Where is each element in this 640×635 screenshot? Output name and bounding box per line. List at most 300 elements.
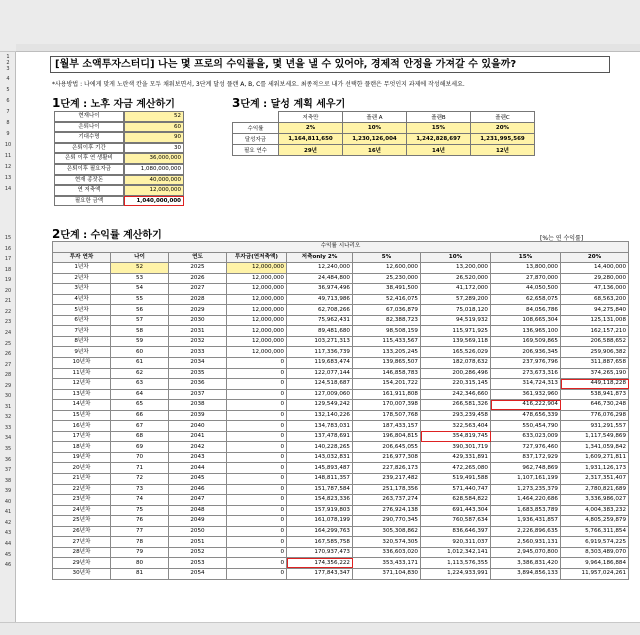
table-cell[interactable]: 20년차 <box>53 463 111 474</box>
table-cell[interactable]: 12,000,000 <box>227 336 287 347</box>
table-cell[interactable]: 24,484,800 <box>287 273 353 284</box>
table-cell[interactable]: 94,275,840 <box>561 305 629 316</box>
table-cell[interactable]: 4,805,259,879 <box>561 516 629 527</box>
table-cell[interactable]: 336,603,020 <box>353 547 421 558</box>
row-number[interactable]: 2 <box>6 60 10 66</box>
row-number[interactable]: 10 <box>4 142 12 148</box>
table-cell[interactable]: 0 <box>227 452 287 463</box>
step3-rate-savings[interactable]: 2% <box>279 123 343 134</box>
table-cell[interactable]: 416,222,904 <box>491 400 561 411</box>
table-cell[interactable]: 206,645,055 <box>353 442 421 453</box>
table-cell[interactable]: 10년차 <box>53 358 111 369</box>
table-cell[interactable]: 259,906,382 <box>561 347 629 358</box>
table-cell[interactable]: 2038 <box>169 400 227 411</box>
table-cell[interactable]: 0 <box>227 463 287 474</box>
table-cell[interactable]: 220,315,145 <box>421 379 491 390</box>
table-cell[interactable]: 177,843,347 <box>287 568 353 579</box>
table-cell[interactable]: 251,178,356 <box>353 484 421 495</box>
table-cell[interactable]: 1년차 <box>53 263 111 274</box>
table-cell[interactable]: 28년차 <box>53 547 111 558</box>
step3-years-plan-c[interactable]: 12년 <box>471 145 535 156</box>
table-cell[interactable]: 2050 <box>169 526 227 537</box>
table-cell[interactable]: 227,826,173 <box>353 463 421 474</box>
step3-rate-plan-c[interactable]: 20% <box>471 123 535 134</box>
row-number[interactable]: 28 <box>4 372 12 379</box>
table-cell[interactable]: 1,273,235,379 <box>491 484 561 495</box>
table-cell[interactable]: 59 <box>111 336 169 347</box>
table-cell[interactable]: 0 <box>227 431 287 442</box>
step1-value[interactable]: 40,000,000 <box>124 175 184 186</box>
table-cell[interactable]: 38,491,500 <box>353 284 421 295</box>
table-cell[interactable]: 2051 <box>169 537 227 548</box>
table-cell[interactable]: 371,104,830 <box>353 568 421 579</box>
row-number[interactable]: 35 <box>4 446 12 452</box>
table-cell[interactable]: 2037 <box>169 389 227 400</box>
table-cell[interactable]: 1,683,853,789 <box>491 505 561 516</box>
table-cell[interactable]: 2,317,351,407 <box>561 474 629 485</box>
table-cell[interactable]: 62,708,266 <box>287 305 353 316</box>
table-cell[interactable]: 837,172,929 <box>491 452 561 463</box>
step1-value[interactable]: 30 <box>124 143 184 154</box>
row-number[interactable]: 4 <box>6 76 10 82</box>
row-number[interactable]: 17 <box>4 256 12 263</box>
table-cell[interactable]: 84,056,786 <box>491 305 561 316</box>
table-cell[interactable]: 134,783,031 <box>287 421 353 432</box>
table-cell[interactable]: 0 <box>227 505 287 516</box>
table-cell[interactable]: 145,893,487 <box>287 463 353 474</box>
table-cell[interactable]: 148,811,357 <box>287 474 353 485</box>
row-number[interactable]: 14 <box>4 186 12 192</box>
table-cell[interactable]: 68 <box>111 431 169 442</box>
table-cell[interactable]: 117,336,739 <box>287 347 353 358</box>
table-cell[interactable]: 216,977,308 <box>353 452 421 463</box>
table-cell[interactable]: 361,932,960 <box>491 389 561 400</box>
step1-value[interactable]: 90 <box>124 132 184 143</box>
table-cell[interactable]: 0 <box>227 368 287 379</box>
table-cell[interactable]: 61 <box>111 358 169 369</box>
table-cell[interactable]: 26,520,000 <box>421 273 491 284</box>
table-cell[interactable]: 2039 <box>169 410 227 421</box>
table-cell[interactable]: 2041 <box>169 431 227 442</box>
row-number[interactable]: 46 <box>4 562 12 569</box>
row-number[interactable]: 25 <box>4 340 12 347</box>
table-cell[interactable]: 374,265,190 <box>561 368 629 379</box>
table-cell[interactable]: 3,894,856,133 <box>491 568 561 579</box>
row-number[interactable]: 21 <box>4 298 12 305</box>
table-cell[interactable]: 305,308,862 <box>353 526 421 537</box>
table-cell[interactable]: 0 <box>227 526 287 537</box>
row-number[interactable]: 37 <box>4 467 12 474</box>
table-cell[interactable]: 0 <box>227 516 287 527</box>
row-number[interactable]: 23 <box>4 319 12 326</box>
table-cell[interactable]: 9년차 <box>53 347 111 358</box>
table-cell[interactable]: 29년차 <box>53 558 111 569</box>
table-cell[interactable]: 776,076,298 <box>561 410 629 421</box>
table-cell[interactable]: 633,023,009 <box>491 431 561 442</box>
table-cell[interactable]: 0 <box>227 547 287 558</box>
required-amount-cell[interactable]: 1,040,000,000 <box>124 196 184 207</box>
table-cell[interactable]: 8,303,489,070 <box>561 547 629 558</box>
table-cell[interactable]: 0 <box>227 558 287 569</box>
table-cell[interactable]: 0 <box>227 484 287 495</box>
table-cell[interactable]: 13,800,000 <box>491 263 561 274</box>
table-cell[interactable]: 12,000,000 <box>227 284 287 295</box>
table-cell[interactable]: 2027 <box>169 284 227 295</box>
table-cell[interactable]: 2년차 <box>53 273 111 284</box>
table-cell[interactable]: 73 <box>111 484 169 495</box>
row-number[interactable]: 20 <box>4 287 12 294</box>
row-number[interactable]: 27 <box>4 361 12 368</box>
table-cell[interactable]: 2036 <box>169 379 227 390</box>
row-number[interactable]: 36 <box>4 456 12 463</box>
table-cell[interactable]: 0 <box>227 400 287 411</box>
table-cell[interactable]: 0 <box>227 389 287 400</box>
table-cell[interactable]: 25년차 <box>53 516 111 527</box>
table-cell[interactable]: 0 <box>227 410 287 421</box>
table-cell[interactable]: 143,032,831 <box>287 452 353 463</box>
table-cell[interactable]: 4,004,383,232 <box>561 505 629 516</box>
table-cell[interactable]: 449,118,228 <box>561 379 629 390</box>
table-cell[interactable]: 12,000,000 <box>227 347 287 358</box>
table-cell[interactable]: 66 <box>111 410 169 421</box>
table-cell[interactable]: 58 <box>111 326 169 337</box>
table-cell[interactable]: 27년차 <box>53 537 111 548</box>
table-cell[interactable]: 63 <box>111 379 169 390</box>
row-number[interactable]: 45 <box>4 551 12 558</box>
row-number[interactable]: 8 <box>6 120 10 126</box>
table-cell[interactable]: 538,941,873 <box>561 389 629 400</box>
table-cell[interactable]: 571,440,747 <box>421 484 491 495</box>
table-cell[interactable]: 8년차 <box>53 336 111 347</box>
step1-value[interactable]: 60 <box>124 122 184 133</box>
table-cell[interactable]: 161,911,808 <box>353 389 421 400</box>
table-cell[interactable]: 266,581,326 <box>421 400 491 411</box>
table-cell[interactable]: 103,271,313 <box>287 336 353 347</box>
table-cell[interactable]: 320,574,305 <box>353 537 421 548</box>
row-number[interactable]: 30 <box>4 393 12 400</box>
table-cell[interactable]: 12년차 <box>53 379 111 390</box>
table-cell[interactable]: 2025 <box>169 263 227 274</box>
table-cell[interactable]: 187,433,157 <box>353 421 421 432</box>
row-number[interactable]: 29 <box>4 382 12 389</box>
table-cell[interactable]: 2043 <box>169 452 227 463</box>
table-cell[interactable]: 56 <box>111 305 169 316</box>
table-cell[interactable]: 54 <box>111 284 169 295</box>
step1-value[interactable]: 12,000,000 <box>124 185 184 196</box>
table-cell[interactable]: 0 <box>227 568 287 579</box>
table-cell[interactable]: 2040 <box>169 421 227 432</box>
table-cell[interactable]: 53 <box>111 273 169 284</box>
row-number[interactable]: 1 <box>6 54 10 60</box>
table-cell[interactable]: 140,228,265 <box>287 442 353 453</box>
table-cell[interactable]: 11,957,024,261 <box>561 568 629 579</box>
table-cell[interactable]: 12,000,000 <box>227 326 287 337</box>
table-cell[interactable]: 62,658,075 <box>491 294 561 305</box>
table-cell[interactable]: 1,341,059,842 <box>561 442 629 453</box>
table-cell[interactable]: 353,433,171 <box>353 558 421 569</box>
step3-amount-plan-c[interactable]: 1,231,995,569 <box>471 134 535 145</box>
table-cell[interactable]: 136,965,100 <box>491 326 561 337</box>
table-cell[interactable]: 75 <box>111 505 169 516</box>
table-cell[interactable]: 19년차 <box>53 452 111 463</box>
table-cell[interactable]: 16년차 <box>53 421 111 432</box>
table-cell[interactable]: 1,936,431,857 <box>491 516 561 527</box>
table-cell[interactable]: 206,936,345 <box>491 347 561 358</box>
table-cell[interactable]: 239,217,482 <box>353 474 421 485</box>
table-cell[interactable]: 0 <box>227 495 287 506</box>
table-cell[interactable]: 170,007,398 <box>353 400 421 411</box>
row-number[interactable]: 6 <box>6 98 10 104</box>
table-cell[interactable]: 429,331,891 <box>421 452 491 463</box>
table-cell[interactable]: 133,205,245 <box>353 347 421 358</box>
table-cell[interactable]: 931,291,557 <box>561 421 629 432</box>
table-cell[interactable]: 52,416,075 <box>353 294 421 305</box>
table-cell[interactable]: 14,400,000 <box>561 263 629 274</box>
row-number[interactable]: 42 <box>4 519 12 526</box>
table-cell[interactable]: 6년차 <box>53 315 111 326</box>
table-cell[interactable]: 691,443,304 <box>421 505 491 516</box>
table-cell[interactable]: 2054 <box>169 568 227 579</box>
step3-amount-plan-b[interactable]: 1,242,828,697 <box>407 134 471 145</box>
table-cell[interactable]: 2045 <box>169 474 227 485</box>
step1-value[interactable]: 36,000,000 <box>124 153 184 164</box>
row-number[interactable]: 34 <box>4 435 12 442</box>
step1-value[interactable]: 1,080,000,000 <box>124 164 184 175</box>
row-number[interactable]: 13 <box>4 175 12 181</box>
table-cell[interactable]: 12,000,000 <box>227 263 287 274</box>
step3-years-plan-a[interactable]: 16년 <box>343 145 407 156</box>
table-cell[interactable]: 12,000,000 <box>227 273 287 284</box>
table-cell[interactable]: 76 <box>111 516 169 527</box>
table-cell[interactable]: 2,780,821,689 <box>561 484 629 495</box>
table-cell[interactable]: 65 <box>111 400 169 411</box>
table-cell[interactable]: 760,587,634 <box>421 516 491 527</box>
table-cell[interactable]: 3,386,831,420 <box>491 558 561 569</box>
table-cell[interactable]: 124,518,687 <box>287 379 353 390</box>
table-cell[interactable]: 139,569,118 <box>421 336 491 347</box>
table-cell[interactable]: 75,018,120 <box>421 305 491 316</box>
table-cell[interactable]: 2033 <box>169 347 227 358</box>
row-number[interactable]: 41 <box>4 509 12 516</box>
table-cell[interactable]: 1,609,271,811 <box>561 452 629 463</box>
table-cell[interactable]: 0 <box>227 421 287 432</box>
table-cell[interactable]: 75,962,431 <box>287 315 353 326</box>
table-cell[interactable]: 1,224,933,991 <box>421 568 491 579</box>
table-cell[interactable]: 2030 <box>169 315 227 326</box>
row-number[interactable]: 43 <box>4 530 12 537</box>
table-cell[interactable]: 71 <box>111 463 169 474</box>
row-number[interactable]: 7 <box>6 109 10 115</box>
table-cell[interactable]: 1,107,161,199 <box>491 474 561 485</box>
table-cell[interactable]: 170,937,473 <box>287 547 353 558</box>
table-cell[interactable]: 1,113,576,355 <box>421 558 491 569</box>
row-number[interactable]: 26 <box>4 351 12 358</box>
table-cell[interactable]: 4년차 <box>53 294 111 305</box>
table-cell[interactable]: 72 <box>111 474 169 485</box>
table-cell[interactable]: 80 <box>111 558 169 569</box>
row-number[interactable]: 32 <box>4 414 12 421</box>
table-cell[interactable]: 47,136,000 <box>561 284 629 295</box>
table-cell[interactable]: 154,201,722 <box>353 379 421 390</box>
table-cell[interactable]: 129,549,242 <box>287 400 353 411</box>
table-cell[interactable]: 79 <box>111 547 169 558</box>
table-cell[interactable]: 242,346,660 <box>421 389 491 400</box>
table-cell[interactable]: 322,563,404 <box>421 421 491 432</box>
table-cell[interactable]: 472,265,080 <box>421 463 491 474</box>
table-cell[interactable]: 70 <box>111 452 169 463</box>
table-cell[interactable]: 5년차 <box>53 305 111 316</box>
table-cell[interactable]: 41,172,000 <box>421 284 491 295</box>
table-cell[interactable]: 314,724,313 <box>491 379 561 390</box>
row-number[interactable]: 44 <box>4 540 12 547</box>
table-cell[interactable]: 1,012,342,141 <box>421 547 491 558</box>
table-cell[interactable]: 68,563,200 <box>561 294 629 305</box>
step3-amount-plan-a[interactable]: 1,230,126,004 <box>343 134 407 145</box>
table-cell[interactable]: 67,036,879 <box>353 305 421 316</box>
table-cell[interactable]: 2042 <box>169 442 227 453</box>
table-cell[interactable]: 354,819,745 <box>421 431 491 442</box>
table-cell[interactable]: 237,976,796 <box>491 358 561 369</box>
step3-amount-savings[interactable]: 1,164,811,650 <box>279 134 343 145</box>
table-cell[interactable]: 24년차 <box>53 505 111 516</box>
table-cell[interactable]: 57,289,200 <box>421 294 491 305</box>
step3-years-savings[interactable]: 29년 <box>279 145 343 156</box>
step3-rate-plan-a[interactable]: 10% <box>343 123 407 134</box>
table-cell[interactable]: 7년차 <box>53 326 111 337</box>
table-cell[interactable]: 200,286,496 <box>421 368 491 379</box>
table-cell[interactable]: 2052 <box>169 547 227 558</box>
table-cell[interactable]: 0 <box>227 537 287 548</box>
table-cell[interactable]: 139,865,507 <box>353 358 421 369</box>
table-cell[interactable]: 6,919,574,225 <box>561 537 629 548</box>
row-number[interactable]: 3 <box>6 66 10 72</box>
row-number[interactable]: 19 <box>4 277 12 284</box>
table-cell[interactable]: 550,454,790 <box>491 421 561 432</box>
table-cell[interactable]: 9,964,186,884 <box>561 558 629 569</box>
table-cell[interactable]: 3,336,986,027 <box>561 495 629 506</box>
table-cell[interactable]: 2048 <box>169 505 227 516</box>
table-cell[interactable]: 165,526,029 <box>421 347 491 358</box>
table-cell[interactable]: 12,600,000 <box>353 263 421 274</box>
row-number[interactable]: 31 <box>4 403 12 410</box>
table-cell[interactable]: 115,433,567 <box>353 336 421 347</box>
table-cell[interactable]: 174,356,222 <box>287 558 353 569</box>
table-cell[interactable]: 2034 <box>169 358 227 369</box>
table-cell[interactable]: 62 <box>111 368 169 379</box>
table-cell[interactable]: 67 <box>111 421 169 432</box>
table-cell[interactable]: 2053 <box>169 558 227 569</box>
table-cell[interactable]: 89,481,680 <box>287 326 353 337</box>
table-cell[interactable]: 390,301,719 <box>421 442 491 453</box>
table-cell[interactable]: 108,665,304 <box>491 315 561 326</box>
row-number[interactable]: 22 <box>4 308 12 315</box>
table-cell[interactable]: 23년차 <box>53 495 111 506</box>
table-cell[interactable]: 94,519,932 <box>421 315 491 326</box>
row-number[interactable]: 15 <box>4 235 12 241</box>
step3-years-plan-b[interactable]: 14년 <box>407 145 471 156</box>
row-number[interactable]: 38 <box>4 477 12 484</box>
table-cell[interactable]: 2049 <box>169 516 227 527</box>
table-cell[interactable]: 0 <box>227 442 287 453</box>
table-cell[interactable]: 14년차 <box>53 400 111 411</box>
row-number[interactable]: 5 <box>6 87 10 93</box>
table-cell[interactable]: 55 <box>111 294 169 305</box>
table-cell[interactable]: 98,508,159 <box>353 326 421 337</box>
table-cell[interactable]: 836,646,397 <box>421 526 491 537</box>
table-cell[interactable]: 167,585,758 <box>287 537 353 548</box>
table-cell[interactable]: 17년차 <box>53 431 111 442</box>
table-cell[interactable]: 137,478,691 <box>287 431 353 442</box>
table-cell[interactable]: 2032 <box>169 336 227 347</box>
table-cell[interactable]: 1,464,220,686 <box>491 495 561 506</box>
table-cell[interactable]: 146,858,783 <box>353 368 421 379</box>
table-cell[interactable]: 263,737,274 <box>353 495 421 506</box>
table-cell[interactable]: 2,560,931,131 <box>491 537 561 548</box>
table-cell[interactable]: 132,140,226 <box>287 410 353 421</box>
table-cell[interactable]: 119,683,474 <box>287 358 353 369</box>
row-number[interactable]: 11 <box>4 153 12 159</box>
row-number[interactable]: 12 <box>4 164 12 170</box>
table-cell[interactable]: 12,000,000 <box>227 305 287 316</box>
table-cell[interactable]: 162,157,210 <box>561 326 629 337</box>
table-cell[interactable]: 276,924,138 <box>353 505 421 516</box>
table-cell[interactable]: 12,240,000 <box>287 263 353 274</box>
step1-value[interactable]: 52 <box>124 111 184 122</box>
table-cell[interactable]: 5,766,311,854 <box>561 526 629 537</box>
table-cell[interactable]: 169,509,865 <box>491 336 561 347</box>
table-cell[interactable]: 2029 <box>169 305 227 316</box>
table-cell[interactable]: 115,971,925 <box>421 326 491 337</box>
table-cell[interactable]: 962,748,869 <box>491 463 561 474</box>
table-cell[interactable]: 15년차 <box>53 410 111 421</box>
row-number[interactable]: 33 <box>4 424 12 431</box>
table-cell[interactable]: 1,931,126,173 <box>561 463 629 474</box>
table-cell[interactable]: 49,713,986 <box>287 294 353 305</box>
table-cell[interactable]: 154,823,336 <box>287 495 353 506</box>
row-number[interactable]: 9 <box>6 131 10 137</box>
table-cell[interactable]: 1,117,549,869 <box>561 431 629 442</box>
table-cell[interactable]: 82,388,723 <box>353 315 421 326</box>
table-cell[interactable]: 2047 <box>169 495 227 506</box>
table-cell[interactable]: 196,804,815 <box>353 431 421 442</box>
table-cell[interactable]: 0 <box>227 379 287 390</box>
table-cell[interactable]: 122,077,144 <box>287 368 353 379</box>
table-cell[interactable]: 920,311,037 <box>421 537 491 548</box>
table-cell[interactable]: 26년차 <box>53 526 111 537</box>
row-number[interactable]: 39 <box>4 488 12 495</box>
table-cell[interactable]: 22년차 <box>53 484 111 495</box>
table-cell[interactable]: 0 <box>227 358 287 369</box>
table-cell[interactable]: 0 <box>227 474 287 485</box>
table-cell[interactable]: 64 <box>111 389 169 400</box>
table-cell[interactable]: 290,770,345 <box>353 516 421 527</box>
table-cell[interactable]: 125,131,008 <box>561 315 629 326</box>
table-cell[interactable]: 52 <box>111 263 169 274</box>
table-cell[interactable]: 311,887,658 <box>561 358 629 369</box>
table-cell[interactable]: 2044 <box>169 463 227 474</box>
table-cell[interactable]: 77 <box>111 526 169 537</box>
table-cell[interactable]: 78 <box>111 537 169 548</box>
table-cell[interactable]: 69 <box>111 442 169 453</box>
step3-rate-plan-b[interactable]: 15% <box>407 123 471 134</box>
row-number[interactable]: 18 <box>4 266 12 273</box>
table-cell[interactable]: 161,078,199 <box>287 516 353 527</box>
table-cell[interactable]: 36,974,496 <box>287 284 353 295</box>
table-cell[interactable]: 478,656,339 <box>491 410 561 421</box>
table-cell[interactable]: 18년차 <box>53 442 111 453</box>
table-cell[interactable]: 2,945,070,800 <box>491 547 561 558</box>
table-cell[interactable]: 44,050,500 <box>491 284 561 295</box>
